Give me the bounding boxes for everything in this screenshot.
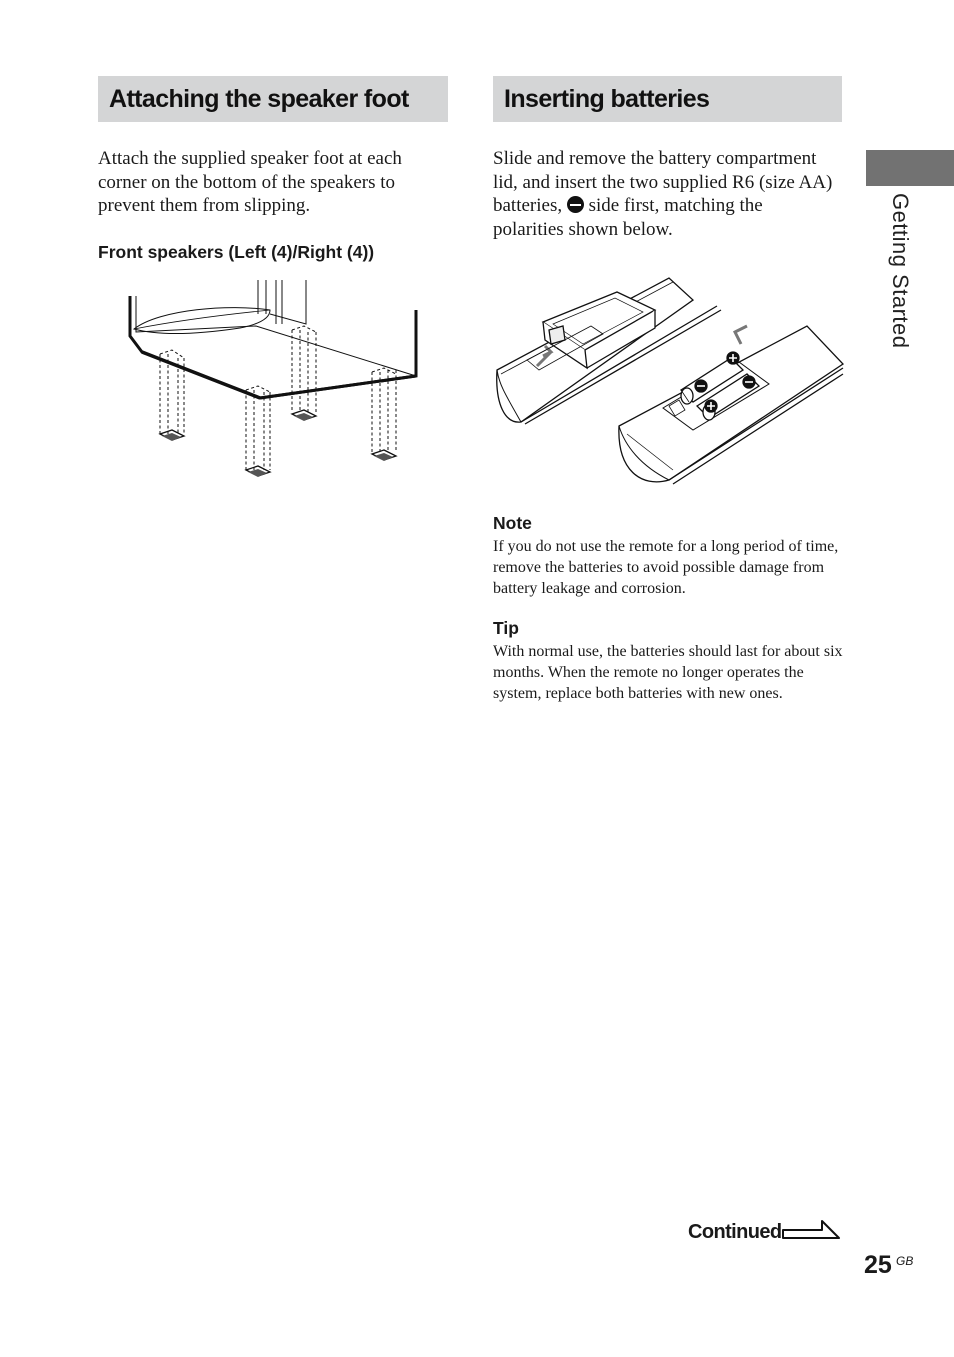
speaker-foot-illustration bbox=[120, 274, 426, 486]
page-number-suffix: GB bbox=[896, 1254, 914, 1268]
section-heading-inserting-batteries: Inserting batteries bbox=[493, 76, 842, 122]
remote-battery-illustration bbox=[493, 274, 845, 494]
battery-instructions bbox=[493, 147, 833, 242]
battery-instructions-part2: side first, matching the polarities shown below. bbox=[493, 195, 763, 241]
note-heading: Note bbox=[493, 513, 532, 533]
battery-instructions-part1: Slide and remove the battery compartment lid, and insert the two supplied R6 (size AA) batteries, bbox=[493, 148, 833, 217]
front-speakers-subheading: Front speakers (Left (4)/Right (4)) bbox=[98, 242, 375, 262]
speaker-foot-instructions: Attach the supplied speaker foot at each corner on the bottom of the speakers to prevent them from slipping. bbox=[98, 148, 402, 217]
section-heading-speaker-foot: Attaching the speaker foot bbox=[98, 76, 448, 122]
continued-arrow-icon bbox=[782, 1218, 842, 1244]
minus-terminal-icon bbox=[567, 196, 584, 213]
page-number: 25 bbox=[864, 1251, 892, 1279]
tip-text: With normal use, the batteries should last for about six months. When the remote no longer operates the system, replace both batteries with new ones. bbox=[493, 643, 843, 702]
continued-label: Continued bbox=[688, 1221, 782, 1243]
chapter-tab-label: Getting Started bbox=[888, 193, 913, 349]
tip-heading: Tip bbox=[493, 618, 519, 638]
chapter-tab-marker bbox=[866, 150, 954, 186]
note-text: If you do not use the remote for a long period of time, remove the batteries to avoid possible damage from battery leakage and corrosion. bbox=[493, 538, 839, 597]
